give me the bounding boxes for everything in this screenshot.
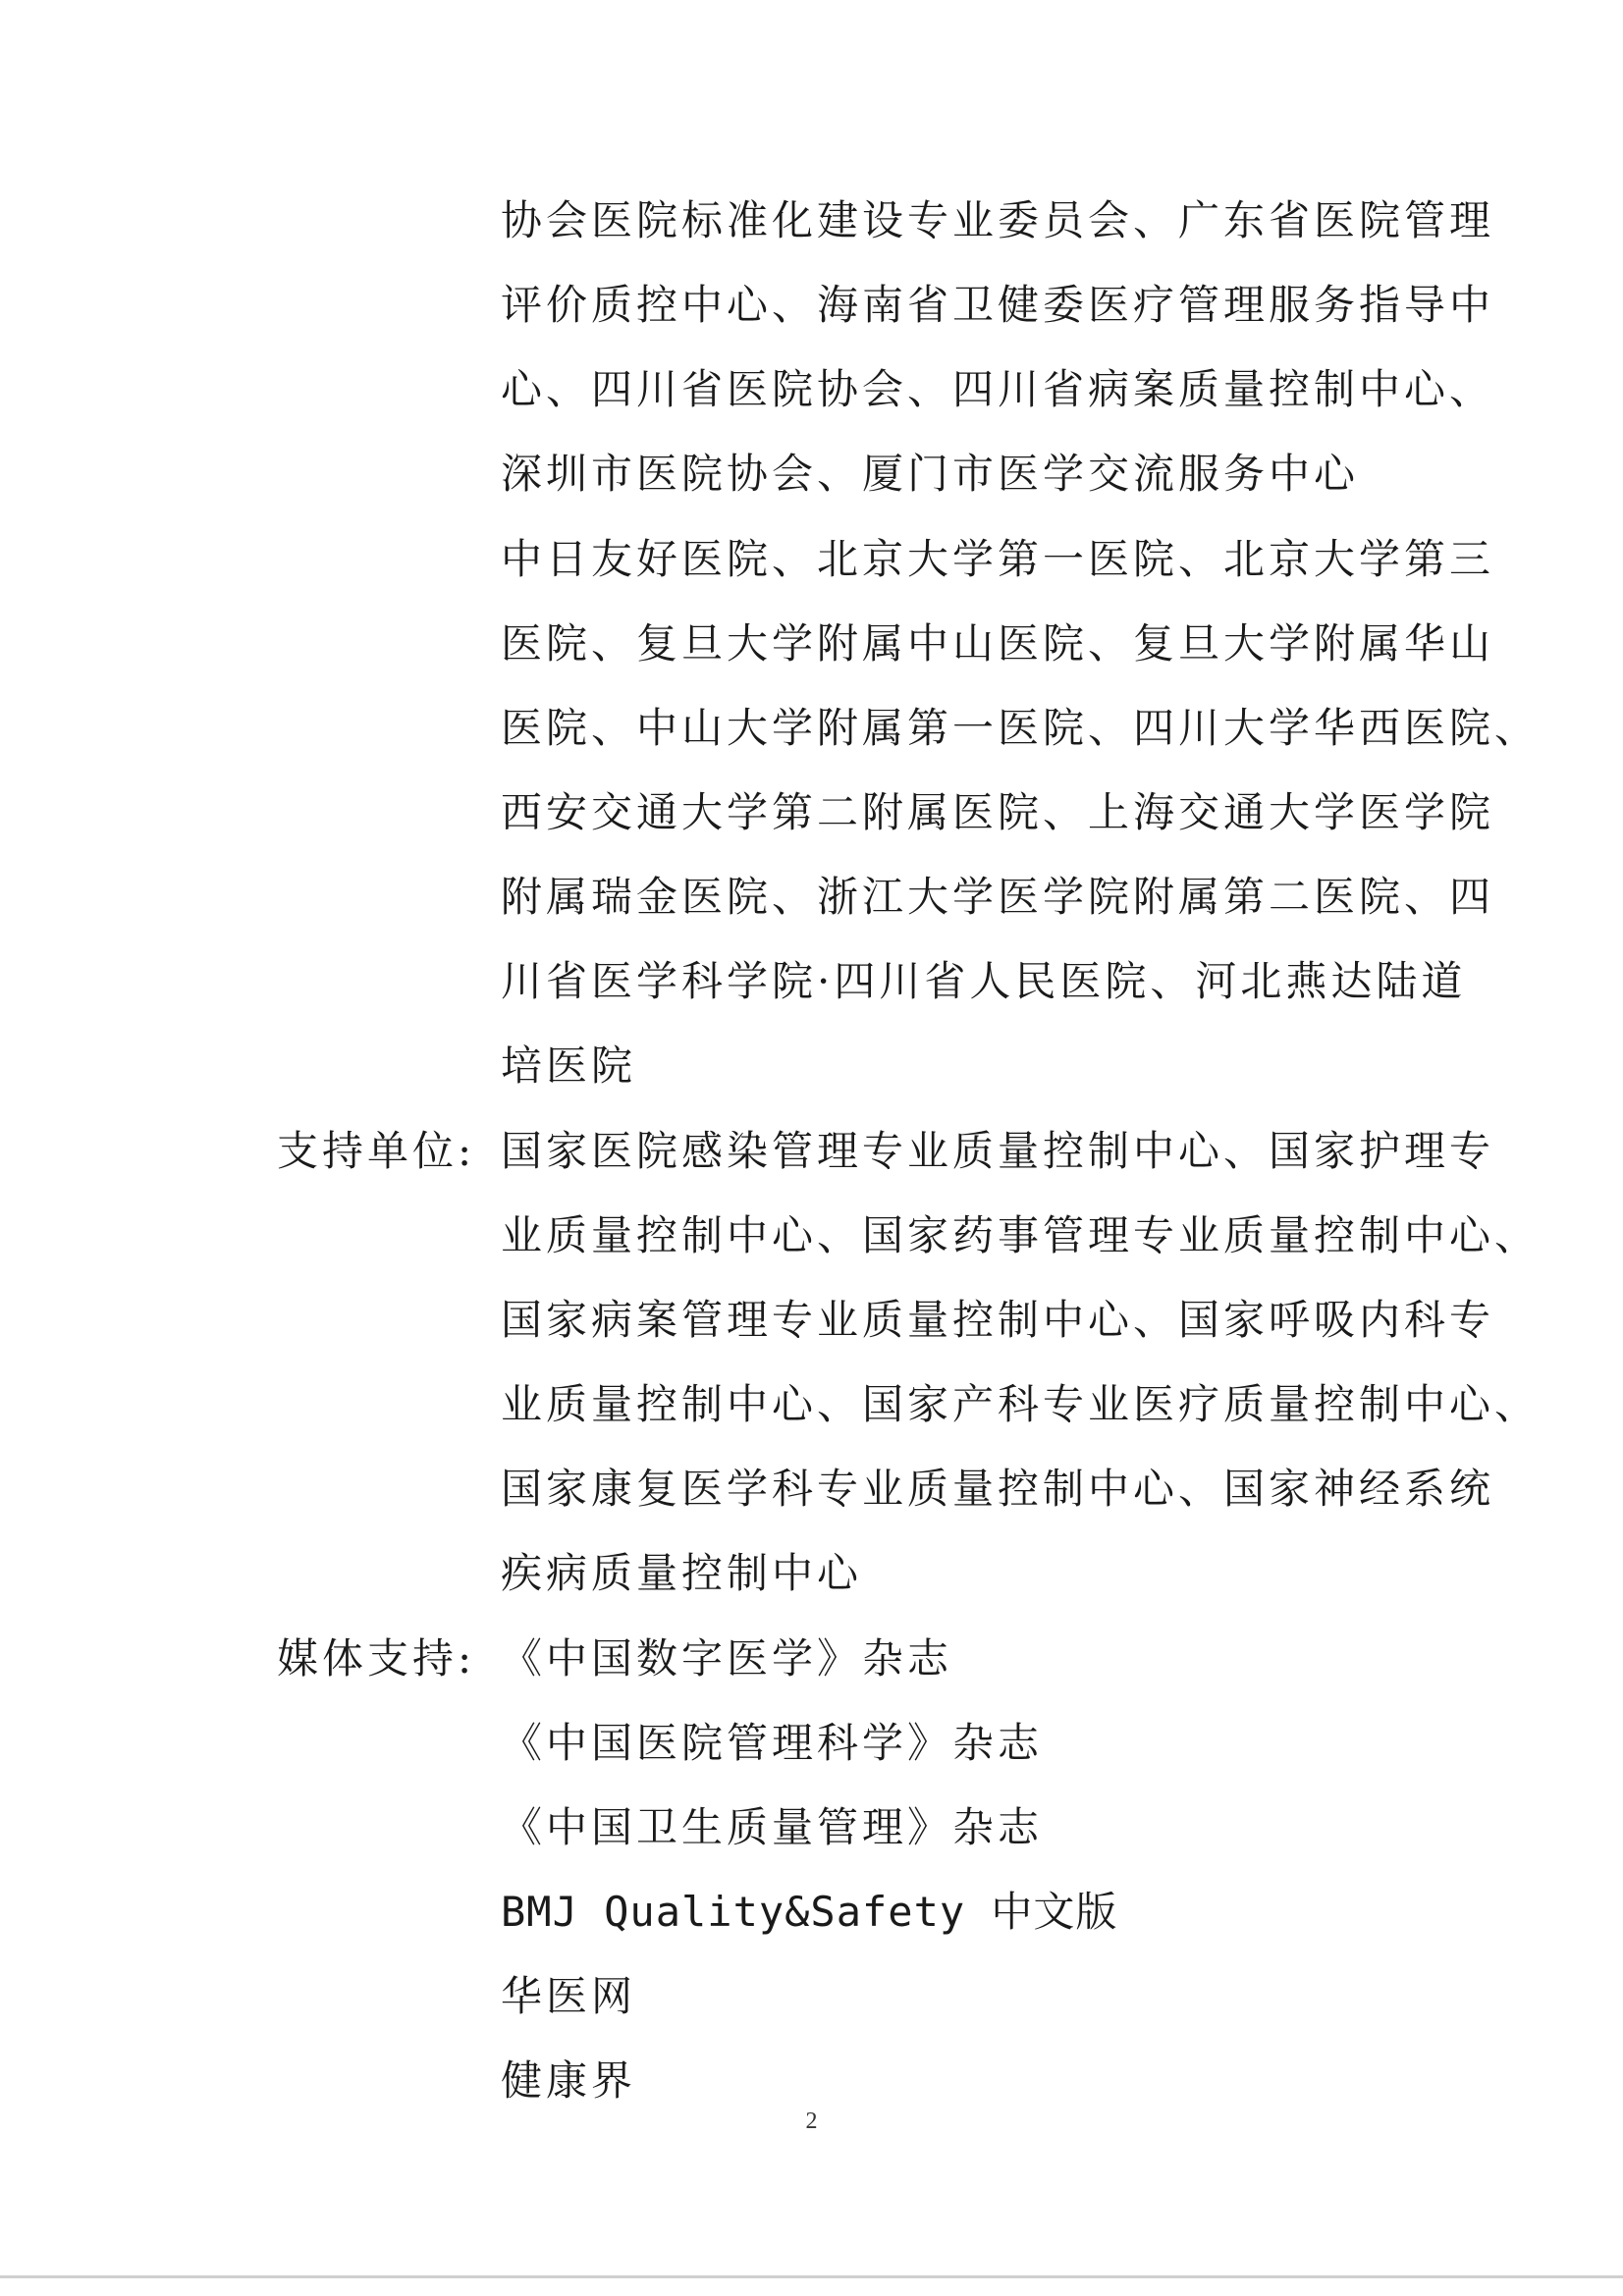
support-line: 国家医院感染管理专业质量控制中心、国家护理专 [501, 1127, 1495, 1175]
media-line: 健康界 [501, 2056, 637, 2105]
page-number: 2 [805, 2109, 818, 2134]
hospital-line: 西安交通大学第二附属医院、上海交通大学医学院 [501, 788, 1495, 836]
hospital-line: 医院、复旦大学附属中山医院、复旦大学附属华山 [501, 619, 1495, 667]
scan-edge-line [0, 2275, 1623, 2278]
hospital-line: 附属瑞金医院、浙江大学医学院附属第二医院、四 [501, 873, 1495, 921]
support-line: 疾病质量控制中心 [501, 1549, 863, 1597]
media-line: 《中国医院管理科学》杂志 [501, 1719, 1044, 1767]
organizer-line: 心、四川省医院协会、四川省病案质量控制中心、 [501, 365, 1495, 413]
media-label: 媒体支持: [277, 1634, 476, 1682]
support-line: 业质量控制中心、国家产科专业医疗质量控制中心、 [501, 1380, 1541, 1428]
media-line: 华医网 [501, 1972, 637, 2020]
support-line: 国家病案管理专业质量控制中心、国家呼吸内科专 [501, 1296, 1495, 1344]
organizer-line: 深圳市医院协会、厦门市医学交流服务中心 [501, 450, 1360, 498]
media-line: BMJ Quality&Safety 中文版 [501, 1888, 1118, 1936]
media-line: 《中国数字医学》杂志 [501, 1634, 953, 1682]
support-line: 国家康复医学科专业质量控制中心、国家神经系统 [501, 1465, 1495, 1513]
support-line: 业质量控制中心、国家药事管理专业质量控制中心、 [501, 1211, 1541, 1259]
hospital-line: 川省医学科学院·四川省人民医院、河北燕达陆道 [501, 957, 1467, 1005]
media-line: 《中国卫生质量管理》杂志 [501, 1803, 1044, 1851]
hospital-line: 中日友好医院、北京大学第一医院、北京大学第三 [501, 535, 1495, 583]
hospital-line: 医院、中山大学附属第一医院、四川大学华西医院、 [501, 704, 1541, 752]
organizer-line: 评价质控中心、海南省卫健委医疗管理服务指导中 [501, 281, 1495, 329]
hospital-line: 培医院 [501, 1041, 637, 1090]
organizer-line: 协会医院标准化建设专业委员会、广东省医院管理 [501, 196, 1495, 244]
support-label: 支持单位: [277, 1127, 476, 1175]
